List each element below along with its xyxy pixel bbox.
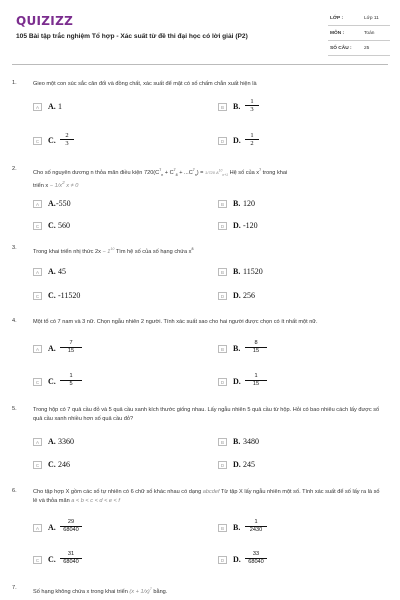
option-a[interactable] <box>33 521 201 535</box>
option-c[interactable] <box>33 219 201 233</box>
option-letter: A. <box>48 199 56 208</box>
option-c[interactable] <box>33 553 201 567</box>
meta-class-label: LỚP : <box>330 16 344 21</box>
option-d[interactable] <box>218 219 386 233</box>
option-letter: C. <box>48 136 56 145</box>
option-box: C <box>33 292 42 300</box>
option-box: C <box>33 137 42 145</box>
meta-divider <box>328 40 390 41</box>
meta-divider <box>328 25 390 26</box>
option-box: A <box>33 438 42 446</box>
question-number: 1. <box>12 80 17 86</box>
option-value: 1 <box>58 102 62 111</box>
document-header <box>0 0 400 66</box>
option-letter: A. <box>48 344 56 353</box>
option-b[interactable] <box>218 521 386 535</box>
option-value: 246 <box>58 460 70 469</box>
option-a[interactable] <box>33 197 201 211</box>
option-box: A <box>33 268 42 276</box>
option-d[interactable] <box>218 134 386 148</box>
option-letter: C. <box>48 291 56 300</box>
option-box: A <box>33 103 42 111</box>
option-box: C <box>33 222 42 230</box>
meta-subject-label: MÔN : <box>330 31 345 36</box>
option-d[interactable] <box>218 289 386 303</box>
question-text: Số hạng không chứa x trong khai triển $(x + 1/x)^7$ bằng. <box>33 587 168 595</box>
option-letter: B. <box>233 267 241 276</box>
option-letter: B. <box>233 199 241 208</box>
option-value: 245 <box>243 460 255 469</box>
question-number: 3. <box>12 245 17 251</box>
option-box: A <box>33 345 42 353</box>
option-c[interactable] <box>33 289 201 303</box>
option-box: D <box>218 461 227 469</box>
option-value: -120 <box>243 221 258 230</box>
question-number: 7. <box>12 585 17 591</box>
option-box: C <box>33 556 42 564</box>
option-letter: B. <box>233 102 241 111</box>
option-a[interactable] <box>33 265 201 279</box>
option-letter: D. <box>233 221 241 230</box>
option-box: D <box>218 378 227 386</box>
option-value: 256 <box>243 291 255 300</box>
option-letter: B. <box>233 344 241 353</box>
fraction: 8 15 <box>243 340 269 355</box>
option-box: A <box>33 200 42 208</box>
option-d[interactable] <box>218 553 386 567</box>
option-a[interactable] <box>33 435 201 449</box>
option-box: B <box>218 524 227 532</box>
document-title: 105 Bài tập trắc nghiệm Tổ hợp - Xác suất từ đề thi đại học có lời giải (P2) <box>16 33 248 40</box>
fraction: 31 68040 <box>58 551 84 566</box>
question-number: 5. <box>12 406 17 412</box>
option-box: B <box>218 268 227 276</box>
header-divider <box>12 64 388 65</box>
option-a[interactable] <box>33 100 201 114</box>
option-letter: D. <box>233 460 241 469</box>
fraction: 7 15 <box>58 340 84 355</box>
option-box: D <box>218 556 227 564</box>
option-a[interactable] <box>33 342 201 356</box>
meta-divider <box>328 55 390 56</box>
option-value: -550 <box>56 199 71 208</box>
option-letter: B. <box>233 523 241 532</box>
option-value: 120 <box>243 199 255 208</box>
quizizz-logo: QUIZIZZ <box>16 14 74 28</box>
option-letter: A. <box>48 102 56 111</box>
option-value: -11520 <box>58 291 81 300</box>
option-c[interactable] <box>33 458 201 472</box>
fraction: 1 3 <box>243 98 261 113</box>
option-letter: A. <box>48 267 56 276</box>
meta-subject-value: Toán <box>364 31 375 36</box>
option-box: D <box>218 137 227 145</box>
option-b[interactable] <box>218 100 386 114</box>
option-box: A <box>33 524 42 532</box>
option-letter: B. <box>233 437 241 446</box>
option-box: B <box>218 200 227 208</box>
question-text: Cho tập hợp X gồm các số tự nhiên có 6 chữ số khác nhau có dạng abcdef Từ tập X lấy ngẫu nhiên một số. Tính xác suất để số lấy ra là số lẻ và thỏa mãn a < b < c < d < e < f <box>33 489 380 504</box>
option-value: 11520 <box>243 267 263 276</box>
fraction: 1 2 <box>243 132 261 147</box>
fraction: 1 2430 <box>243 519 269 534</box>
fraction: 33 68040 <box>243 551 269 566</box>
option-b[interactable] <box>218 197 386 211</box>
option-letter: C. <box>48 460 56 469</box>
option-box: C <box>33 461 42 469</box>
option-letter: D. <box>233 377 241 386</box>
option-c[interactable] <box>33 375 201 389</box>
option-d[interactable] <box>218 458 386 472</box>
option-letter: C. <box>48 555 56 564</box>
option-letter: C. <box>48 377 56 386</box>
question-number: 6. <box>12 488 17 494</box>
option-value: 45 <box>58 267 66 276</box>
fraction: 1 5 <box>58 373 84 388</box>
option-letter: A. <box>48 437 56 446</box>
option-letter: A. <box>48 523 56 532</box>
meta-class-value: Lớp 11 <box>364 16 379 21</box>
option-box: B <box>218 103 227 111</box>
question-text: Một tổ có 7 nam và 3 nữ. Chọn ngẫu nhiên 2 người. Tính xác suất sao cho hai người được chọn có ít nhất một nữ. <box>33 319 318 325</box>
option-c[interactable] <box>33 134 201 148</box>
question-number: 2. <box>12 166 17 172</box>
meta-count-value: 25 <box>364 46 370 51</box>
option-b[interactable] <box>218 265 386 279</box>
option-letter: D. <box>233 291 241 300</box>
option-b[interactable] <box>218 435 386 449</box>
fraction: 29 68040 <box>58 519 84 534</box>
option-b[interactable] <box>218 342 386 356</box>
fraction: 2 3 <box>58 132 76 147</box>
option-box: D <box>218 222 227 230</box>
fraction: 1 15 <box>243 373 269 388</box>
question-number: 4. <box>12 318 17 324</box>
option-letter: C. <box>48 221 56 230</box>
question-text: Trong hộp có 7 quả cầu đỏ và 5 quả cầu xanh kích thước giống nhau. Lấy ngẫu nhiên 5 quả cầu từ hộp. Hỏi có bao nhiêu cách lấy được số quả cầu xanh nhiều hơn số quả cầu đỏ? <box>33 407 380 422</box>
option-box: B <box>218 438 227 446</box>
question-text: Trong khai triển nhị thức $2x - 1^{10}$ Tìm hệ số của số hạng chứa $x^8$ <box>33 247 194 255</box>
option-box: B <box>218 345 227 353</box>
meta-count-label: SỐ CÂU : <box>330 46 352 51</box>
option-d[interactable] <box>218 375 386 389</box>
option-box: D <box>218 292 227 300</box>
question-text: Gieo một con súc sắc cân đối và đồng chất, xác suất để mặt có số chấm chẵn xuất hiện là <box>33 81 257 87</box>
option-value: 3360 <box>58 437 74 446</box>
option-letter: D. <box>233 555 241 564</box>
option-value: 3480 <box>243 437 259 446</box>
option-letter: D. <box>233 136 241 145</box>
option-value: 560 <box>58 221 70 230</box>
question-text: Cho số nguyên dương n thỏa mãn điều kiện $720(C^7_n + C^7_8 + ...C^7_n) = 1/720$ $A^{10}_{n+1}$ Hệ số của $x^7$ trong khai triển $x - 1/x^2$ x ≠ 0 <box>33 168 288 190</box>
option-box: C <box>33 378 42 386</box>
